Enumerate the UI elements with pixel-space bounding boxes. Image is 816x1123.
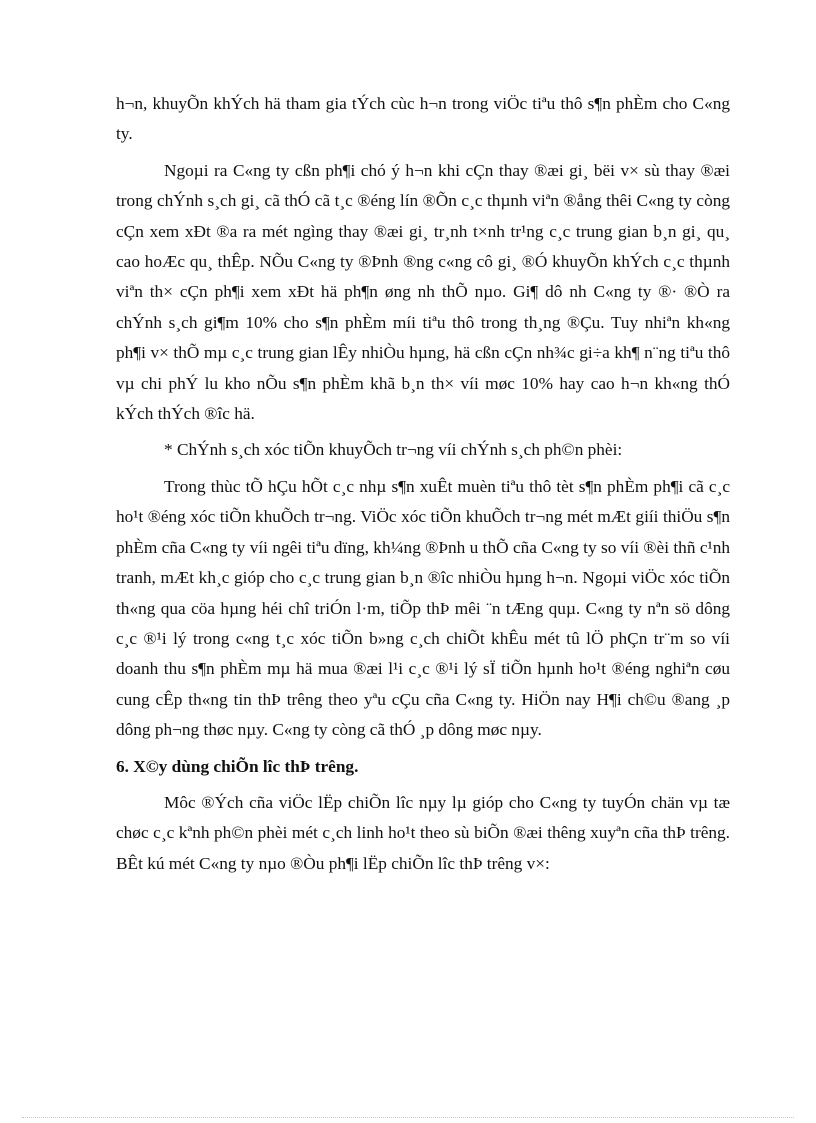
paragraph-market-strategy: Môc ®Ých cña viÖc lËp chiÕn lîc nµy lµ gióp cho C«ng ty tuyÓn chän vµ tæ chøc c¸c kªnh ph©n phèi mét c¸ch linh ho¹t theo sù biÕn ®æi thêng xuyªn cña thÞ trêng. BÊt kú mét C«ng ty nµo ®Òu ph¶i lËp chiÕn lîc thÞ trêng v×: xyxy=(116,792,730,873)
paragraph-promotion-policy: Trong thùc tÕ hÇu hÕt c¸c nhµ s¶n xuÊt muèn tiªu thô tèt s¶n phÈm ph¶i cã c¸c ho¹t ®éng xóc tiÕn khuÕch tr¬ng. ViÖc xóc tiÕn khuÕch tr¬ng mét mÆt giíi thiÖu s¶n phÈm cña C«ng ty víi ngêi tiªu dïng, kh¼ng ®Þnh u thÕ cña C«ng ty so víi ®èi thñ c¹nh tranh, mÆt kh¸c gióp cho c¸c trung gian b¸n ®îc nhiÒu hµng h¬n. Ngoµi viÖc xóc tiÕn th«ng qua cöa hµng héi chî triÓn l·m, tiÕp thÞ mêi ¨n tÆng quµ. C«ng ty nªn sö dông c¸c ®¹i lý trong c«ng t¸c xóc tiÕn b»ng c¸ch chiÕt khÊu mét tû lÖ phÇn tr¨m so víi doanh thu s¶n phÈm mµ hä mua ®æi l¹i c¸c ®¹i lý sÏ tiÕn hµnh ho¹t ®éng nghiªn cøu cung cÊp th«ng tin thÞ trêng theo yªu cÇu cña C«ng ty. HiÖn nay H¶i ch©u ®ang ¸p dông ph¬ng thøc nµy. C«ng ty còng cã thÓ ¸p dông møc nµy. xyxy=(116,476,730,740)
paragraph-continuation: h¬n, khuyÕn khÝch hä tham gia tÝch cùc h¬n trong viÖc tiªu thô s¶n phÈm cho C«ng ty. xyxy=(116,94,730,144)
footer-dotted-rule xyxy=(22,1117,794,1118)
paragraph-pricing-policy: Ngoµi ra C«ng ty cßn ph¶i chó ý h¬n khi cÇn thay ®æi gi¸ bëi v× sù thay ®æi trong chÝnh s¸ch gi¸ cã thÓ cã t¸c ®éng lín ®Õn c¸c thµnh viªn ®ång thêi C«ng ty còng cÇn xem xÐt ®a ra mét ngìng thay ®æi gi¸ tr¸nh t×nh tr¹ng c¸c trung gian b¸n gi¸ qu¸ cao hoÆc qu¸ thÊp. NÕu C«ng ty ®Þnh ®ng c«ng cô gi¸ ®Ó khuyÕn khÝch c¸c thµnh viªn th× cÇn ph¶i xem xÐt hä ph¶n øng nh thÕ nµo. Gi¶ dô nh C«ng ty ®· ®Ò ra chÝnh s¸ch gi¶m 10% cho s¶n phÈm míi tiªu thô trong th¸ng ®Çu. Tuy nhiªn kh«ng ph¶i v× thÕ mµ c¸c trung gian lÊy nhiÒu hµng, hä cßn cÇn nh¾c gi÷a kh¶ n¨ng tiªu thô vµ chi phÝ lu kho nÕu s¶n phÈm khã b¸n th× víi møc 10% hay cao h¬n kh«ng thÓ kÝch thÝch ®îc hä. xyxy=(116,160,730,424)
paragraph-subheading-promotion: * ChÝnh s¸ch xóc tiÕn khuyÕch tr¬ng víi chÝnh s¸ch ph©n phèi: xyxy=(164,440,623,460)
document-body xyxy=(116,89,730,885)
section-heading: 6. X©y dùng chiÕn lîc thÞ trêng. xyxy=(116,756,359,776)
